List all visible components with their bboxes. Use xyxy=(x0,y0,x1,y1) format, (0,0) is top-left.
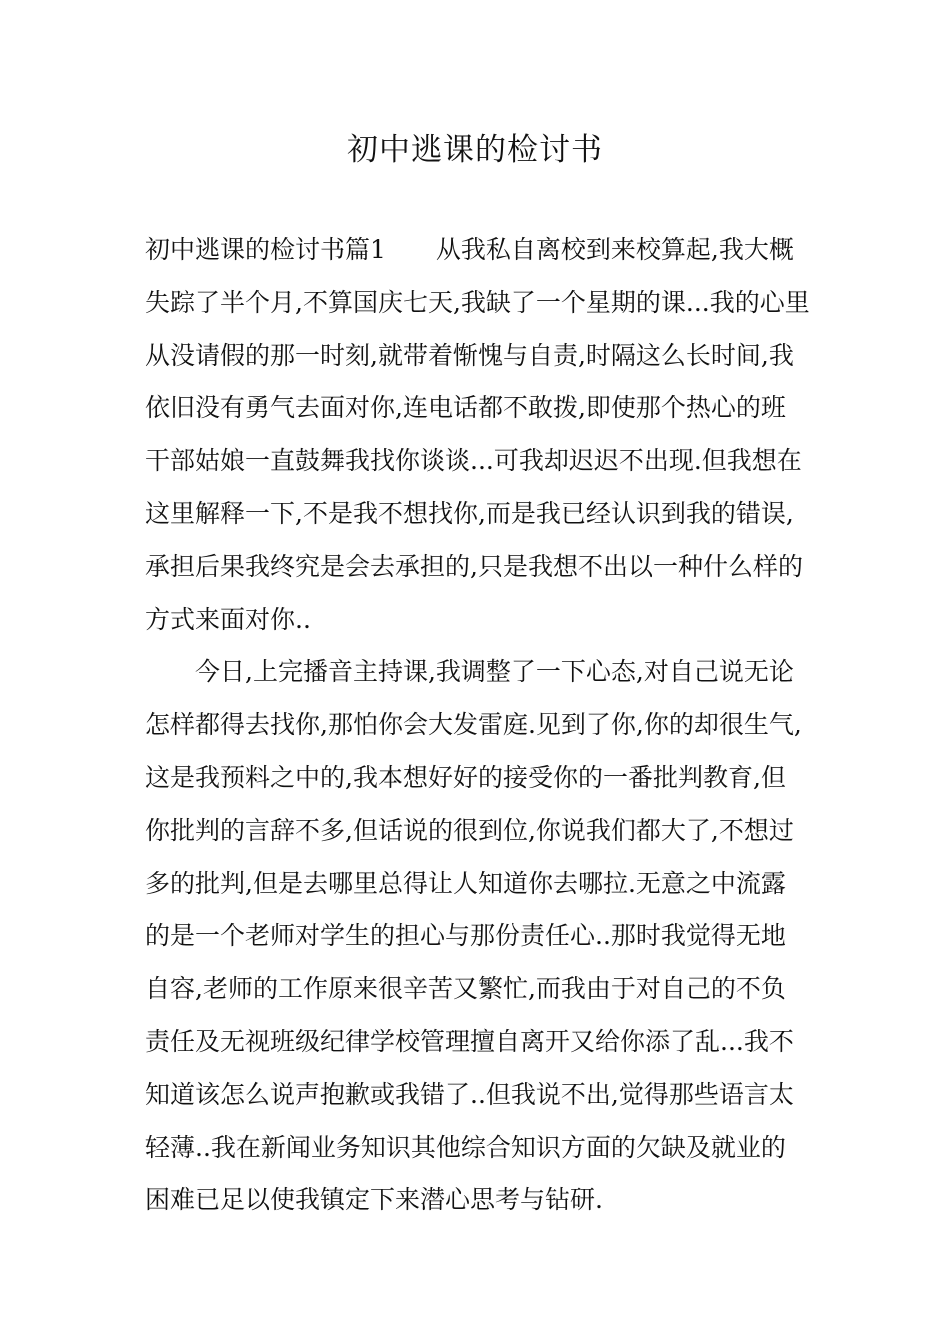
paragraph-2: 今日,上完播音主持课,我调整了一下心态,对自己说无论怎样都得去找你,那怕你会大发雷庭.见到了你,你的却很生气,这是我预料之中的,我本想好好的接受你的一番批判教育,但你批判的言辞不多,但话说的很到位,你说我们都大了,不想过多的批判,但是去哪里总得让人知道你去哪拉.无意之中流露的是一个老师对学生的担心与那份责任心..那时我觉得无地自容,老师的工作原来很辛苦又繁忙,而我由于对自己的不负责任及无视班级纪律学校管理擅自离开又给你添了乱...我不知道该怎么说声抱歉或我错了..但我说不出,觉得那些语言太轻薄..我在新闻业务知识其他综合知识方面的欠缺及就业的困难已足以使我镇定下来潜心思考与钻研. xyxy=(145,657,802,1215)
paragraph-1: 初中逃课的检讨书篇1 从我私自离校到来校算起,我大概失踪了半个月,不算国庆七天,我缺了一个星期的课...我的心里从没请假的那一时刻,就带着惭愧与自责,时隔这么长时间,我依旧没有勇气去面对你,连电话都不敢拨,即使那个热心的班干部姑娘一直鼓舞我找你谈谈...可我却迟迟不出现.但我想在这里解释一下,不是我不想找你,而是我已经认识到我的错误,承担后果我终究是会去承担的,只是我想不出以一种什么样的方式来面对你.. xyxy=(145,235,810,634)
document-body xyxy=(145,224,810,1227)
document-title: 初中逃课的检讨书 xyxy=(347,132,603,168)
